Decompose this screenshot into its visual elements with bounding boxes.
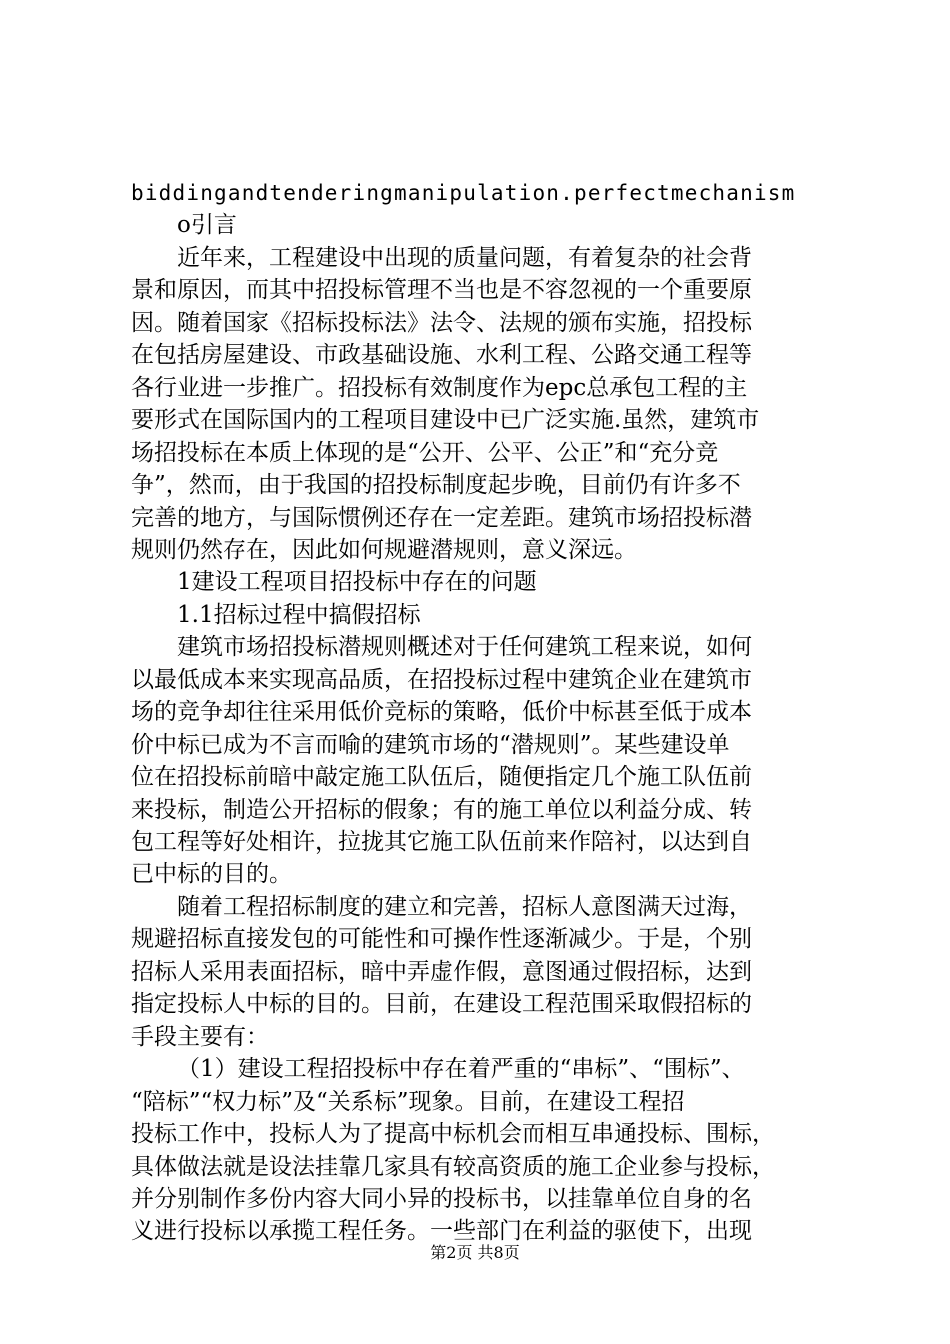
body-line: 招标人采用表面招标，暗中弄虚作假，意图通过假招标，达到 [131,958,752,985]
body-line: 价中标已成为不言而喻的建筑市场的“潜规则”。某些建设单 [131,731,730,758]
body-line: 具体做法就是设法挂靠几家具有较高资质的施工企业参与投标， [131,1153,775,1180]
section-heading-intro: o引言 [177,212,237,239]
body-line: 并分别制作多份内容大同小异的投标书，以挂靠单位自身的名 [131,1185,752,1212]
body-line: 投标工作中，投标人为了提高中标机会而相互串通投标、围标， [131,1121,775,1148]
body-line: 以最低成本来实现高品质，在招投标过程中建筑企业在建筑市 [131,666,752,693]
body-line: 已中标的目的。 [131,861,292,888]
body-line: 来投标，制造公开招标的假象；有的施工单位以利益分成、转 [131,796,752,823]
body-line: 随着工程招标制度的建立和完善，招标人意图满天过海， [177,893,752,920]
page-number-footer: 第2页 共8页 [430,1243,520,1262]
body-line: 包工程等好处相许，拉拢其它施工队伍前来作陪衬，以达到自 [131,829,752,855]
body-line: 规则仍然存在，因此如何规避潜规则，意义深远。 [131,536,637,563]
body-line: 建筑市场招投标潜规则概述对于任何建筑工程来说，如何 [177,634,752,661]
body-line: 在包括房屋建设、市政基础设施、水利工程、公路交通工程等 [131,342,752,369]
subsection-heading-1-1: 1.1招标过程中搞假招标 [177,601,421,628]
body-line: 要形式在国际国内的工程项目建设中已广泛实施.虽然，建筑市 [131,407,760,434]
body-line: 手段主要有： [131,1023,269,1050]
body-line-latin: biddingandtenderingmanipulation.perfectmechanism [131,181,796,205]
body-line: 场招投标在本质上体现的是“公开、公平、公正”和“充分竞 [131,439,719,466]
body-line: 各行业进一步推广。招投标有效制度作为epc总承包工程的主 [131,374,748,401]
section-heading-1: 1建设工程项目招投标中存在的问题 [177,569,537,596]
body-line: 近年来，工程建设中出现的质量问题，有着复杂的社会背 [177,244,752,271]
body-line: 争”，然而，由于我国的招投标制度起步晚，目前仍有许多不 [131,472,741,499]
body-line: 完善的地方，与国际惯例还存在一定差距。建筑市场招投标潜 [131,504,752,531]
body-line: （1）建设工程招投标中存在着严重的“串标”、“围标”、 [177,1056,745,1083]
body-line: 义进行投标以承揽工程任务。一些部门在利益的驱使下，出现 [131,1218,752,1245]
body-line: “陪标”“权力标”及“关系标”现象。目前，在建设工程招 [131,1088,685,1115]
body-line: 景和原因，而其中招投标管理不当也是不容忽视的一个重要原 [131,277,752,304]
body-line: 场的竞争却往往采用低价竞标的策略，低价中标甚至低于成本 [131,699,752,726]
body-line: 位在招投标前暗中敲定施工队伍后，随便指定几个施工队伍前 [131,764,752,791]
body-line: 指定投标人中标的目的。目前，在建设工程范围采取假招标的 [131,991,752,1018]
body-line: 规避招标直接发包的可能性和可操作性逐渐减少。于是，个别 [131,926,752,953]
body-line: 因。随着国家《招标投标法》法令、法规的颁布实施，招投标 [131,309,752,336]
